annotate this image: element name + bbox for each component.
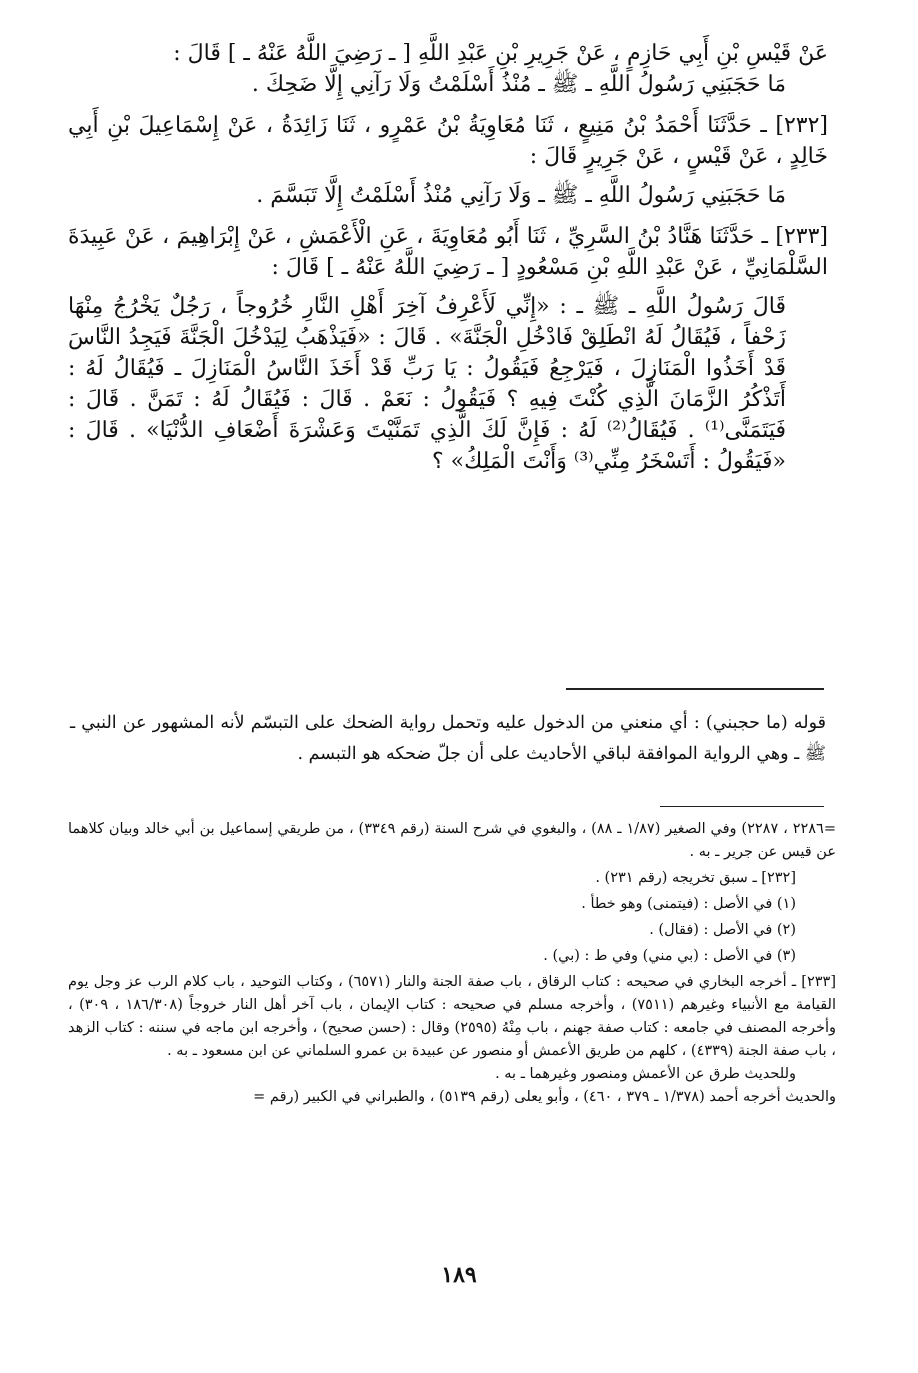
footnote-2: (٢) في الأصل : (فقال) . — [649, 922, 796, 938]
footnote-divider — [660, 806, 824, 807]
hadith-231-matn: مَا حَجَبَنِي رَسُولُ اللَّهِ ـ ﷺ ـ مُنْذُ أَسْلَمْتُ وَلَا رَآنِي إِلَّا ضَحِكَ . — [251, 72, 786, 97]
footnote-1: (١) في الأصل : (فيتمنى) وهو خطأ . — [581, 896, 796, 912]
hadith-233-isnad: [٢٣٣] ـ حَدَّثَنَا هَنَّادُ بْنُ السَّرِيِّ ، ثَنَا أَبُو مُعَاوِيَةَ ، عَنِ الْأَعْمَشِ ، عَنْ إِبْرَاهِيمَ ، عَنْ عَبِيدَةَ السَّلْمَانِيِّ ، عَنْ عَبْدِ اللَّهِ بْنِ مَسْعُودٍ [ ـ رَضِيَ اللَّهُ عَنْهُ ـ ] قَالَ : — [68, 224, 828, 280]
commentary — [70, 708, 826, 770]
footnote-continuation: =٢٢٨٦ ، ٢٢٨٧) وفي الصغير (١/٨٧ ـ ٨٨) ، والبغوي في شرح السنة (رقم ٣٣٤٩) ، من طريقي إسماعيل بن أبي خالد وبيان كلاهما عن قيس عن جرير ـ به . — [68, 821, 836, 860]
hadith-231-isnad-end: عَنْ قَيْسِ بْنِ أَبِي حَازِمٍ ، عَنْ جَرِيرِ بْنِ عَبْدِ اللَّهِ [ ـ رَضِيَ اللَّهُ عَنْهُ ـ ] قَالَ : — [173, 41, 828, 66]
footnote-233: [٢٣٣] ـ أخرجه البخاري في صحيحه : كتاب الرقاق ، باب صفة الجنة والنار (٦٥٧١) ، وكتاب التوحيد ، باب كلام الرب عز وجل يوم القيامة مع الأنبياء وغيرهم (٧٥١١) ، وأخرجه مسلم في صحيحه : كتاب الإيمان ، باب آخر أهل النار خروجاً (١٨٦/٣٠٨ ، ٣٠٩) ، وأخرجه المصنف في جامعه : كتاب صفة جهنم ، باب مِنْهُ (٢٥٩٥) وقال : (حسن صحيح) ، وأخرجه ابن ماجه في سننه : كتاب الزهد ، باب صفة الجنة (٤٣٣٩) ، كلهم من طريق الأعمش أو منصور عن عبيدة بن عمرو السلماني عن ابن مسعود ـ به . — [68, 974, 837, 1059]
hadith-232-isnad: [٢٣٢] ـ حَدَّثَنَا أَحْمَدُ بْنُ مَنِيعٍ ، ثَنَا مُعَاوِيَةُ بْنُ عَمْرٍو ، ثَنَا زَائِدَةُ ، عَنْ إِسْمَاعِيلَ بْنِ أَبِي خَالِدٍ ، عَنْ قَيْسٍ ، عَنْ جَرِيرٍ قَالَ : — [68, 113, 828, 169]
divider-line — [566, 688, 824, 690]
hadith-232-matn: مَا حَجَبَنِي رَسُولُ اللَّهِ ـ ﷺ ـ وَلَا رَآنِي مُنْذُ أَسْلَمْتُ إِلَّا تَبَسَّمَ . — [256, 183, 786, 208]
hadith-233-matn: قَالَ رَسُولُ اللَّهِ ـ ﷺ ـ : «إِنِّي لَأَعْرِفُ آخِرَ أَهْلِ النَّارِ خُرُوجاً ، رَجُلٌ يَخْرُجُ مِنْهَا زَحْفاً ، فَيُقَالُ لَهُ انْطَلِقْ فَادْخُلِ الْجَنَّةَ» . قَالَ : «فَيَذْهَبُ لِيَدْخُلَ الْجَنَّةَ فَيَجِدُ النَّاسَ قَدْ أَخَذُوا الْمَنَازِلَ ، فَيَرْجِعُ فَيَقُولُ : يَا رَبِّ قَدْ أَخَذَ النَّاسُ الْمَنَازِلَ ـ فَيُقَالُ لَهُ : أَتَذْكُرُ الزَّمَانَ الَّذِي كُنْتَ فِيهِ ؟ فَيَقُولُ : نَعَمْ . قَالَ : فَيُقَالُ لَهُ : تَمَنَّ . قَالَ : فَيَتَمَنَّى⁽¹⁾ . فَيُقَالُ⁽²⁾ لَهُ : فَإِنَّ لَكَ الَّذِي تَمَنَّيْتَ وَعَشْرَةَ أَضْعَافِ الدُّنْيَا» . قَالَ : «فَيَقُولُ : أَتَسْخَرُ مِنِّي⁽³⁾ وَأَنْتَ الْمَلِكُ» ؟ — [68, 294, 786, 474]
footnote-233-routes: وللحديث طرق عن الأعمش ومنصور وغيرهما ـ به . — [495, 1066, 796, 1082]
main-text — [68, 38, 828, 477]
footnote-3: (٣) في الأصل : (بي مني) وفي ط : (بي) . — [543, 948, 796, 964]
footnote-232: [٢٣٢] ـ سبق تخريجه (رقم ٢٣١) . — [595, 870, 796, 886]
footnotes — [68, 818, 836, 1109]
commentary-text: قوله (ما حجبني) : أي منعني من الدخول عليه وتحمل رواية الضحك على التبسّم لأنه المشهور عن النبي ـ ﷺ ـ وهي الرواية الموافقة لباقي الأحاديث على أن جلّ ضحكه هو التبسم . — [70, 713, 826, 764]
footnote-233-more: والحديث أخرجه أحمد (١/٣٧٨ ـ ٣٧٩ ، ٤٦٠) ، وأبو يعلى (رقم ٥١٣٩) ، والطبراني في الكبير (رقم = — [253, 1089, 836, 1105]
page-number: ١٨٩ — [441, 1262, 477, 1288]
